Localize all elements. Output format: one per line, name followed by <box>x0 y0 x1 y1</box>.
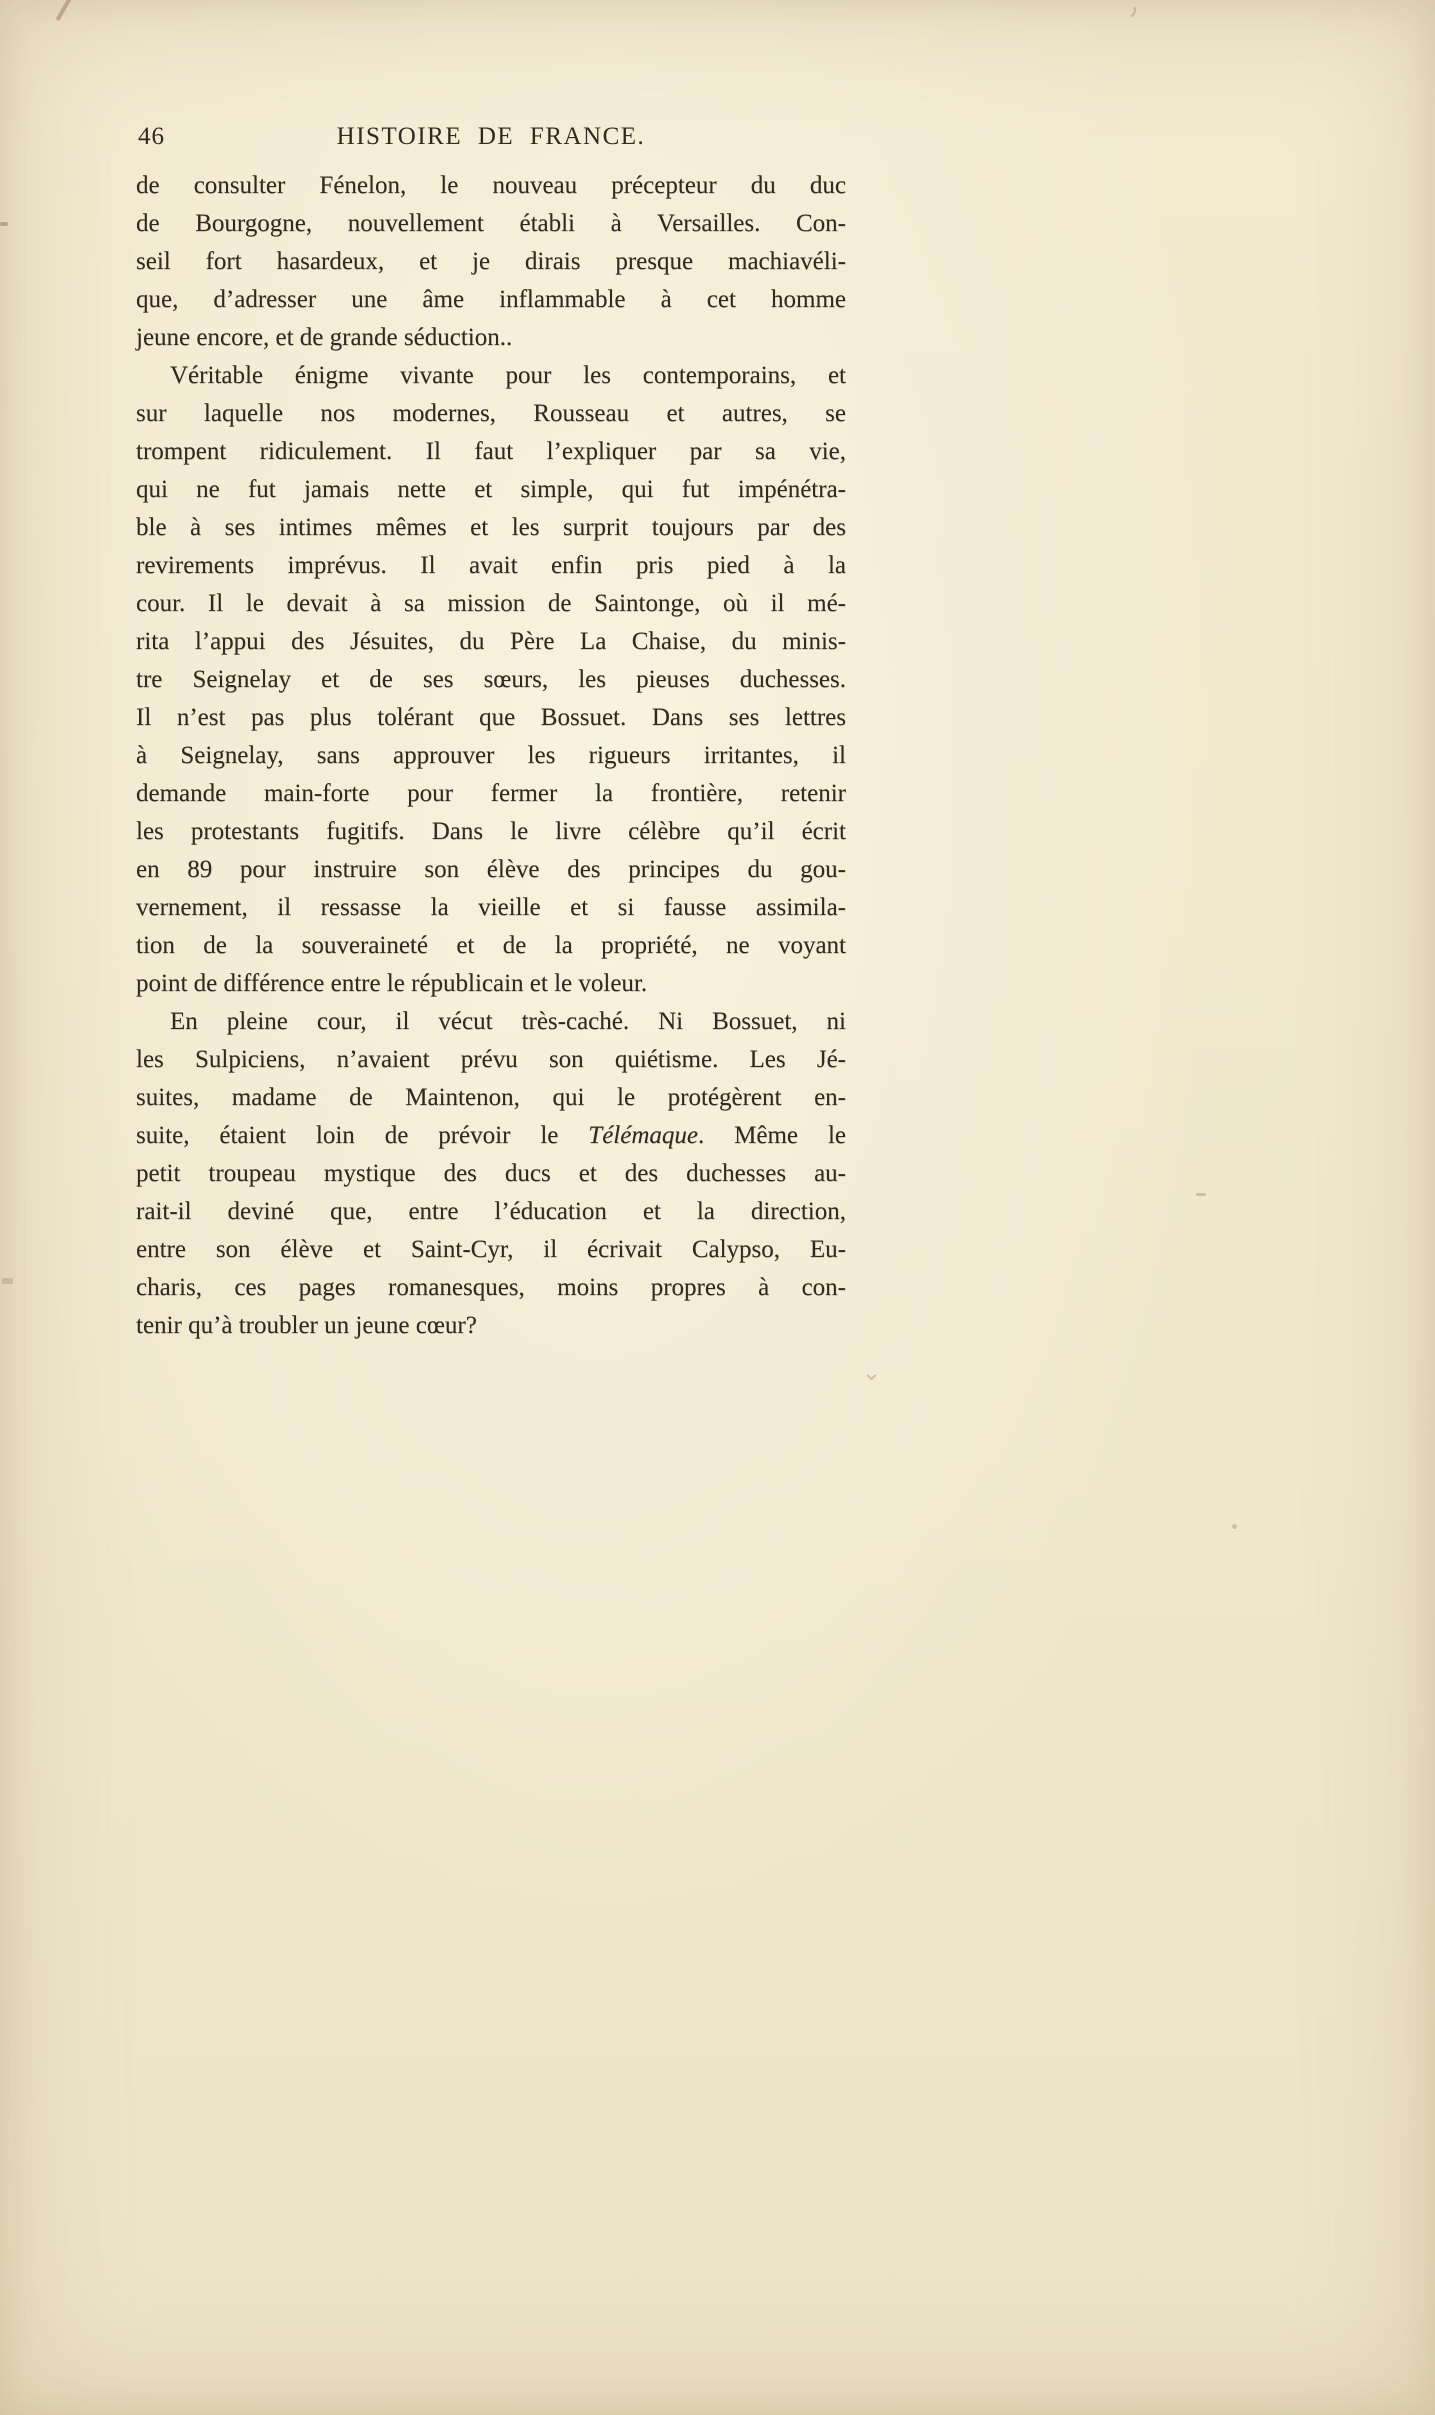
text-line: les protestants fugitifs. Dans le livre célèbre qu’il écrit <box>136 818 846 845</box>
text-line: vernement, il ressasse la vieille et si fausse assimila- <box>136 894 846 921</box>
text-line: suites, madame de Maintenon, qui le protégèrent en- <box>136 1084 846 1111</box>
text-line: de consulter Fénelon, le nouveau précepteur du duc <box>136 172 846 199</box>
scan-artifact <box>2 1278 13 1284</box>
text-line: jeune encore, et de grande séduction.. <box>136 324 513 351</box>
scan-artifact <box>1232 1524 1237 1529</box>
text-line: suite, étaient loin de prévoir le Télémaque. Même le <box>136 1122 846 1149</box>
text-line: que, d’adresser une âme inflammable à cet homme <box>136 286 846 313</box>
text-line: entre son élève et Saint-Cyr, il écrivait Calypso, Eu- <box>136 1236 846 1263</box>
text-line: cour. Il le devait à sa mission de Saintonge, où il mé- <box>136 590 846 617</box>
paragraph <box>136 167 846 357</box>
text-line: trompent ridiculement. Il faut l’expliquer par sa vie, <box>136 438 846 465</box>
text-line: sur laquelle nos modernes, Rousseau et autres, se <box>136 400 846 427</box>
scan-artifact <box>56 0 73 21</box>
page-body <box>136 167 846 1345</box>
text-line: tre Seignelay et de ses sœurs, les pieuses duchesses. <box>136 666 846 693</box>
paragraph <box>136 357 846 1003</box>
text-line: demande main-forte pour fermer la frontière, retenir <box>136 780 846 807</box>
page-header <box>136 121 846 157</box>
scan-artifact <box>0 222 8 226</box>
text-line: revirements imprévus. Il avait enfin pris pied à la <box>136 552 846 579</box>
text-line: les Sulpiciens, n’avaient prévu son quiétisme. Les Jé- <box>136 1046 846 1073</box>
scan-artifact <box>1196 1193 1206 1196</box>
text-line: tenir qu’à troubler un jeune cœur? <box>136 1312 477 1339</box>
text-line: à Seignelay, sans approuver les rigueurs irritantes, il <box>136 742 846 769</box>
text-line: Véritable énigme vivante pour les contemporains, et <box>170 362 846 389</box>
text-line: charis, ces pages romanesques, moins propres à con- <box>136 1274 846 1301</box>
text-line: point de différence entre le républicain et le voleur. <box>136 970 648 997</box>
text-line: En pleine cour, il vécut très-caché. Ni Bossuet, ni <box>170 1008 846 1035</box>
text-line: Il n’est pas plus tolérant que Bossuet. Dans ses lettres <box>136 704 846 731</box>
text-line: en 89 pour instruire son élève des principes du gou- <box>136 856 846 883</box>
text-line: rita l’appui des Jésuites, du Père La Chaise, du minis- <box>136 628 846 655</box>
scan-artifact <box>867 1371 877 1381</box>
text-line: seil fort hasardeux, et je dirais presque machiavéli- <box>136 248 846 275</box>
paragraph <box>136 1003 846 1345</box>
text-line: rait-il deviné que, entre l’éducation et la direction, <box>136 1198 846 1225</box>
page-number: 46 <box>138 123 165 150</box>
running-title: HISTOIRE DE FRANCE. <box>336 123 646 150</box>
text-line: qui ne fut jamais nette et simple, qui fut impénétra- <box>136 476 846 503</box>
text-line: de Bourgogne, nouvellement établi à Versailles. Con- <box>136 210 846 237</box>
text-line: petit troupeau mystique des ducs et des duchesses au- <box>136 1160 846 1187</box>
text-line: ble à ses intimes mêmes et les surprit toujours par des <box>136 514 846 541</box>
scan-artifact <box>1118 0 1139 20</box>
text-line: tion de la souveraineté et de la propriété, ne voyant <box>136 932 846 959</box>
